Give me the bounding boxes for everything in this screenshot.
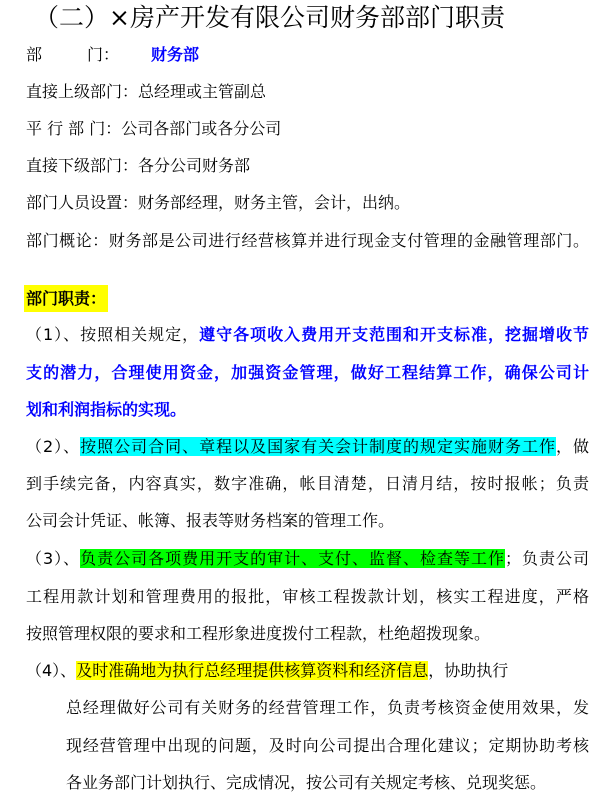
- duty-text: ；负责公司: [505, 549, 589, 568]
- duty-2-line-2: 到手续完备，内容真实，数字准确，帐目清楚，日清月结，按时报帐；负责: [26, 474, 589, 493]
- duty-3-line-3: 按照管理权限的要求和工程形象进度拨付工程款，杜绝超拨现象。: [26, 624, 491, 643]
- superior-dept: 直接上级部门：总经理或主管副总: [26, 82, 267, 101]
- duty-prefix: （2）、: [26, 437, 81, 456]
- duty-highlight: 负责公司各项费用开支的审计、支付、监督、检查等工作: [80, 549, 505, 568]
- staff-setup: 部门人员设置：财务部经理，财务主管，会计，出纳。: [26, 193, 411, 212]
- dept-row: [26, 44, 199, 66]
- duty-1-line-2: 支的潜力，合理使用资金，加强资金管理，做好工程结算工作，确保公司计: [26, 363, 589, 382]
- duty-2-line-3: 公司会计凭证、帐簿、报表等财务档案的管理工作。: [26, 511, 395, 530]
- parallel-value: 公司各部门或各分公司: [121, 119, 282, 138]
- duty-text: ，做: [555, 437, 589, 456]
- subordinate-dept: 直接下级部门：各分公司财务部: [26, 156, 251, 175]
- duty-1-line-3: 划和利润指标的实现。: [26, 400, 187, 419]
- duty-2-line-1: [26, 436, 589, 458]
- duty-1-line-1: [26, 324, 589, 346]
- parallel-dept: [26, 118, 281, 140]
- duty-4-line-3: 现经营管理中出现的问题，及时向公司提出合理化建议；定期协助考核: [66, 736, 589, 755]
- dept-label-2: 门：: [87, 45, 120, 64]
- page-title: （二）×房产开发有限公司财务部部门职责: [34, 3, 505, 32]
- parallel-label: 平 行 部 门：: [26, 119, 122, 138]
- duty-3-line-1: [26, 548, 589, 570]
- duty-4-line-2: 总经理做好公司有关财务的经营管理工作，负责考核资金使用效果，发: [66, 698, 589, 717]
- duty-highlight: 按照公司合同、章程以及国家有关会计制度的规定实施财务工作: [80, 437, 556, 456]
- duty-emphasis: 遵守各项收入费用开支范围和开支标准，挖掘增收节: [199, 325, 589, 344]
- dept-label: 部: [26, 45, 43, 64]
- duty-4-line-1: [26, 660, 508, 682]
- duty-prefix: （1）、按照相关规定，: [26, 325, 200, 344]
- duty-highlight: 及时准确地为执行总经理提供核算资料和经济信息: [76, 661, 429, 680]
- duty-4-line-4: 各业务部门计划执行、完成情况，按公司有关规定考核、兑现奖惩。: [66, 773, 547, 792]
- duty-3-line-2: 工程用款计划和管理费用的报批，审核工程拨款计划，核实工程进度，严格: [26, 587, 589, 606]
- duty-prefix: （4）、: [26, 661, 77, 680]
- dept-value: 财务部: [151, 45, 200, 64]
- duty-prefix: （3）、: [26, 549, 81, 568]
- duty-text: ，协助执行: [428, 661, 509, 680]
- duties-heading: [24, 288, 108, 310]
- dept-overview: 部门概论：财务部是公司进行经营核算并进行现金支付管理的金融管理部门。: [26, 231, 589, 250]
- duties-heading-text: 部门职责：: [24, 285, 108, 312]
